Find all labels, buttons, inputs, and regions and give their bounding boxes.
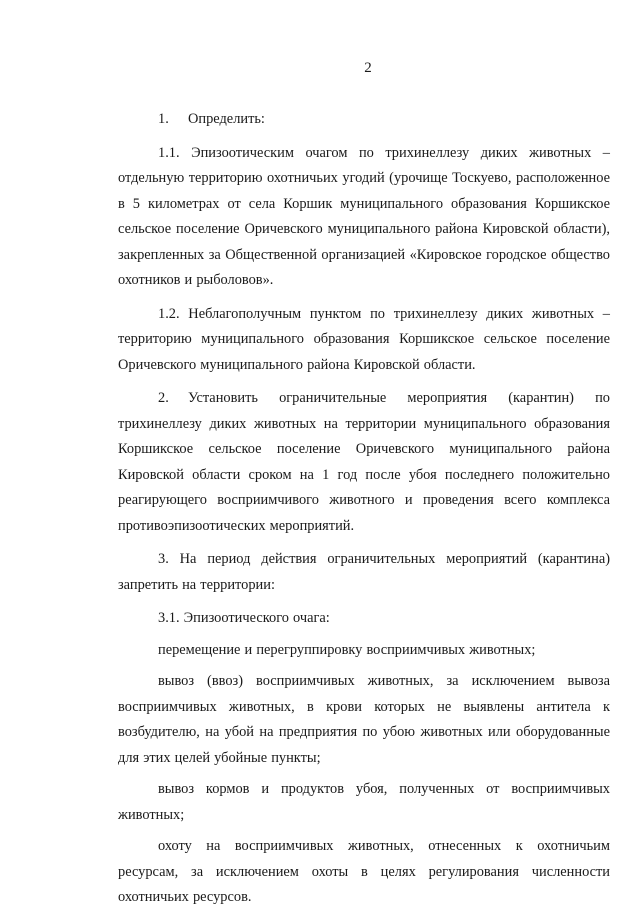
paragraph-3: 3. На период действия ограничительных мероприятий (карантина) запретить на территории: [118,551,610,593]
page-number: 2 [364,60,372,76]
list-item-2: вывоз (ввоз) восприимчивых животных, за исключением вывоза восприимчивых животных, в крови которых не выявлены антитела к возбудителю, на убой на предприятия по убою животных или оборудованные для этих целей убойные пункты; [118,673,610,766]
list-item-3: вывоз кормов и продуктов убоя, полученных от восприимчивых животных; [118,781,610,823]
paragraph-1-number: 1. [158,111,169,127]
list-item-4: охоту на восприимчивых животных, отнесенных к охотничьим ресурсам, за исключением охоты в целях регулирования численности охотничьих ресурсов. [118,838,610,905]
paragraph-2 [118,386,610,539]
paragraph-1-text: Определить: [188,111,265,127]
paragraph-1-1: 1.1. Эпизоотическим очагом по трихинеллезу диких животных – отдельную территорию охотничьих угодий (урочище Тоскуево, расположенное в 5 километрах от села Коршик муниципального образования Коршикское сельское поселение Оричевского муниципального района Кировской области), закрепленных за Общественной организацией «Кировское городское общество охотников и рыболовов». [118,144,610,288]
paragraph-2-text: Установить ограничительные мероприятия (карантин) по трихинеллезу диких животных на территории муниципального образования Коршикское сельское поселение Оричевского муниципального района Кировской области сроком на 1 год после убоя последнего положительно реагирующего восприимчивого животного и проведения всего комплекса противоэпизоотических мероприятий. [118,390,610,534]
paragraph-1-2: 1.2. Неблагополучным пунктом по трихинеллезу диких животных – территорию муниципального образования Коршикское сельское поселение Оричевского муниципального района Кировской области. [118,305,610,373]
paragraph-2-number: 2. [158,390,169,406]
paragraph-1 [118,107,610,133]
paragraph-3-1: 3.1. Эпизоотического очага: [158,610,330,626]
list-item-1: перемещение и перегруппировку восприимчивых животных; [158,641,536,658]
